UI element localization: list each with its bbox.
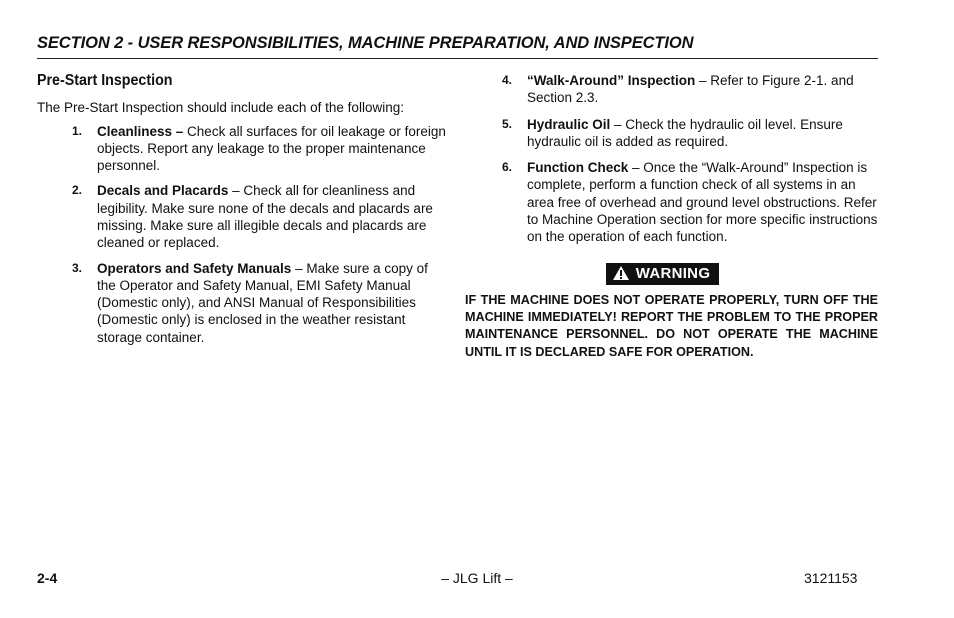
item-lead: Hydraulic Oil [527, 116, 611, 132]
section-heading: Pre-Start Inspection [37, 72, 173, 89]
list-item [465, 72, 878, 107]
item-number: 1. [72, 123, 83, 138]
item-number: 4. [502, 73, 513, 87]
item-text: – Refer to Figure 2-1. and Section 2.3. [527, 73, 854, 106]
footer-center: – JLG Lift – [441, 570, 513, 586]
item-number: 5. [502, 116, 513, 131]
header-rule [37, 58, 878, 59]
item-text: – Once the “Walk-Around” Inspection is complete, perform a function check of all systems in an area free of overhead and ground level obstructions. Refer to Machine Operation section for more specific instructions on the operation of each function. [527, 160, 878, 245]
warning-banner [465, 263, 878, 285]
document-number: 3121153 [804, 570, 858, 586]
item-text: Check all surfaces for oil leakage or foreign objects. Report any leakage to the proper maintenance personnel. [97, 123, 446, 174]
item-lead: Decals and Placards [97, 183, 229, 199]
right-column [465, 72, 878, 361]
item-number: 6. [502, 160, 513, 175]
item-number: 2. [72, 183, 83, 198]
list-item [465, 116, 878, 151]
list-item [37, 182, 447, 251]
list-item [465, 159, 878, 245]
left-column [37, 72, 447, 354]
item-number: 3. [72, 260, 83, 275]
item-text: – Make sure a copy of the Operator and Safety Manual, EMI Safety Manual (Domestic only), and ANSI Manual of Responsibilities (Domestic only) is enclosed in the weather resistant storage container. [97, 260, 428, 345]
list-item [37, 123, 447, 175]
item-text: – Check the hydraulic oil level. Ensure hydraulic oil is added as required. [527, 116, 843, 149]
page-number: 2-4 [37, 570, 58, 586]
item-text: – Check all for cleanliness and legibility. Make sure none of the decals and placards are missing. Make sure all illegible decals and placards are cleaned or replaced. [97, 183, 433, 251]
warning-label [606, 263, 720, 285]
warning-triangle-icon [612, 265, 630, 281]
intro-text: The Pre-Start Inspection should include each of the following: [37, 100, 404, 115]
item-lead: Function Check [527, 160, 629, 176]
warning-text: IF THE MACHINE DOES NOT OPERATE PROPERLY, TURN OFF THE MACHINE IMMEDIATELY! REPORT THE PROBLEM TO THE PROPER MAINTENANCE PERSONNEL. DO NOT OPERATE THE MACHINE UNTIL IT IS DECLARED SAFE FOR OPERATION. [465, 292, 878, 359]
list-item [37, 260, 447, 346]
item-lead: Operators and Safety Manuals [97, 260, 292, 276]
warning-label-text: WARNING [635, 264, 711, 282]
section-title: SECTION 2 - USER RESPONSIBILITIES, MACHINE PREPARATION, AND INSPECTION [37, 34, 694, 52]
item-lead: Cleanliness – [97, 123, 184, 139]
item-lead: “Walk-Around” Inspection [527, 73, 696, 88]
